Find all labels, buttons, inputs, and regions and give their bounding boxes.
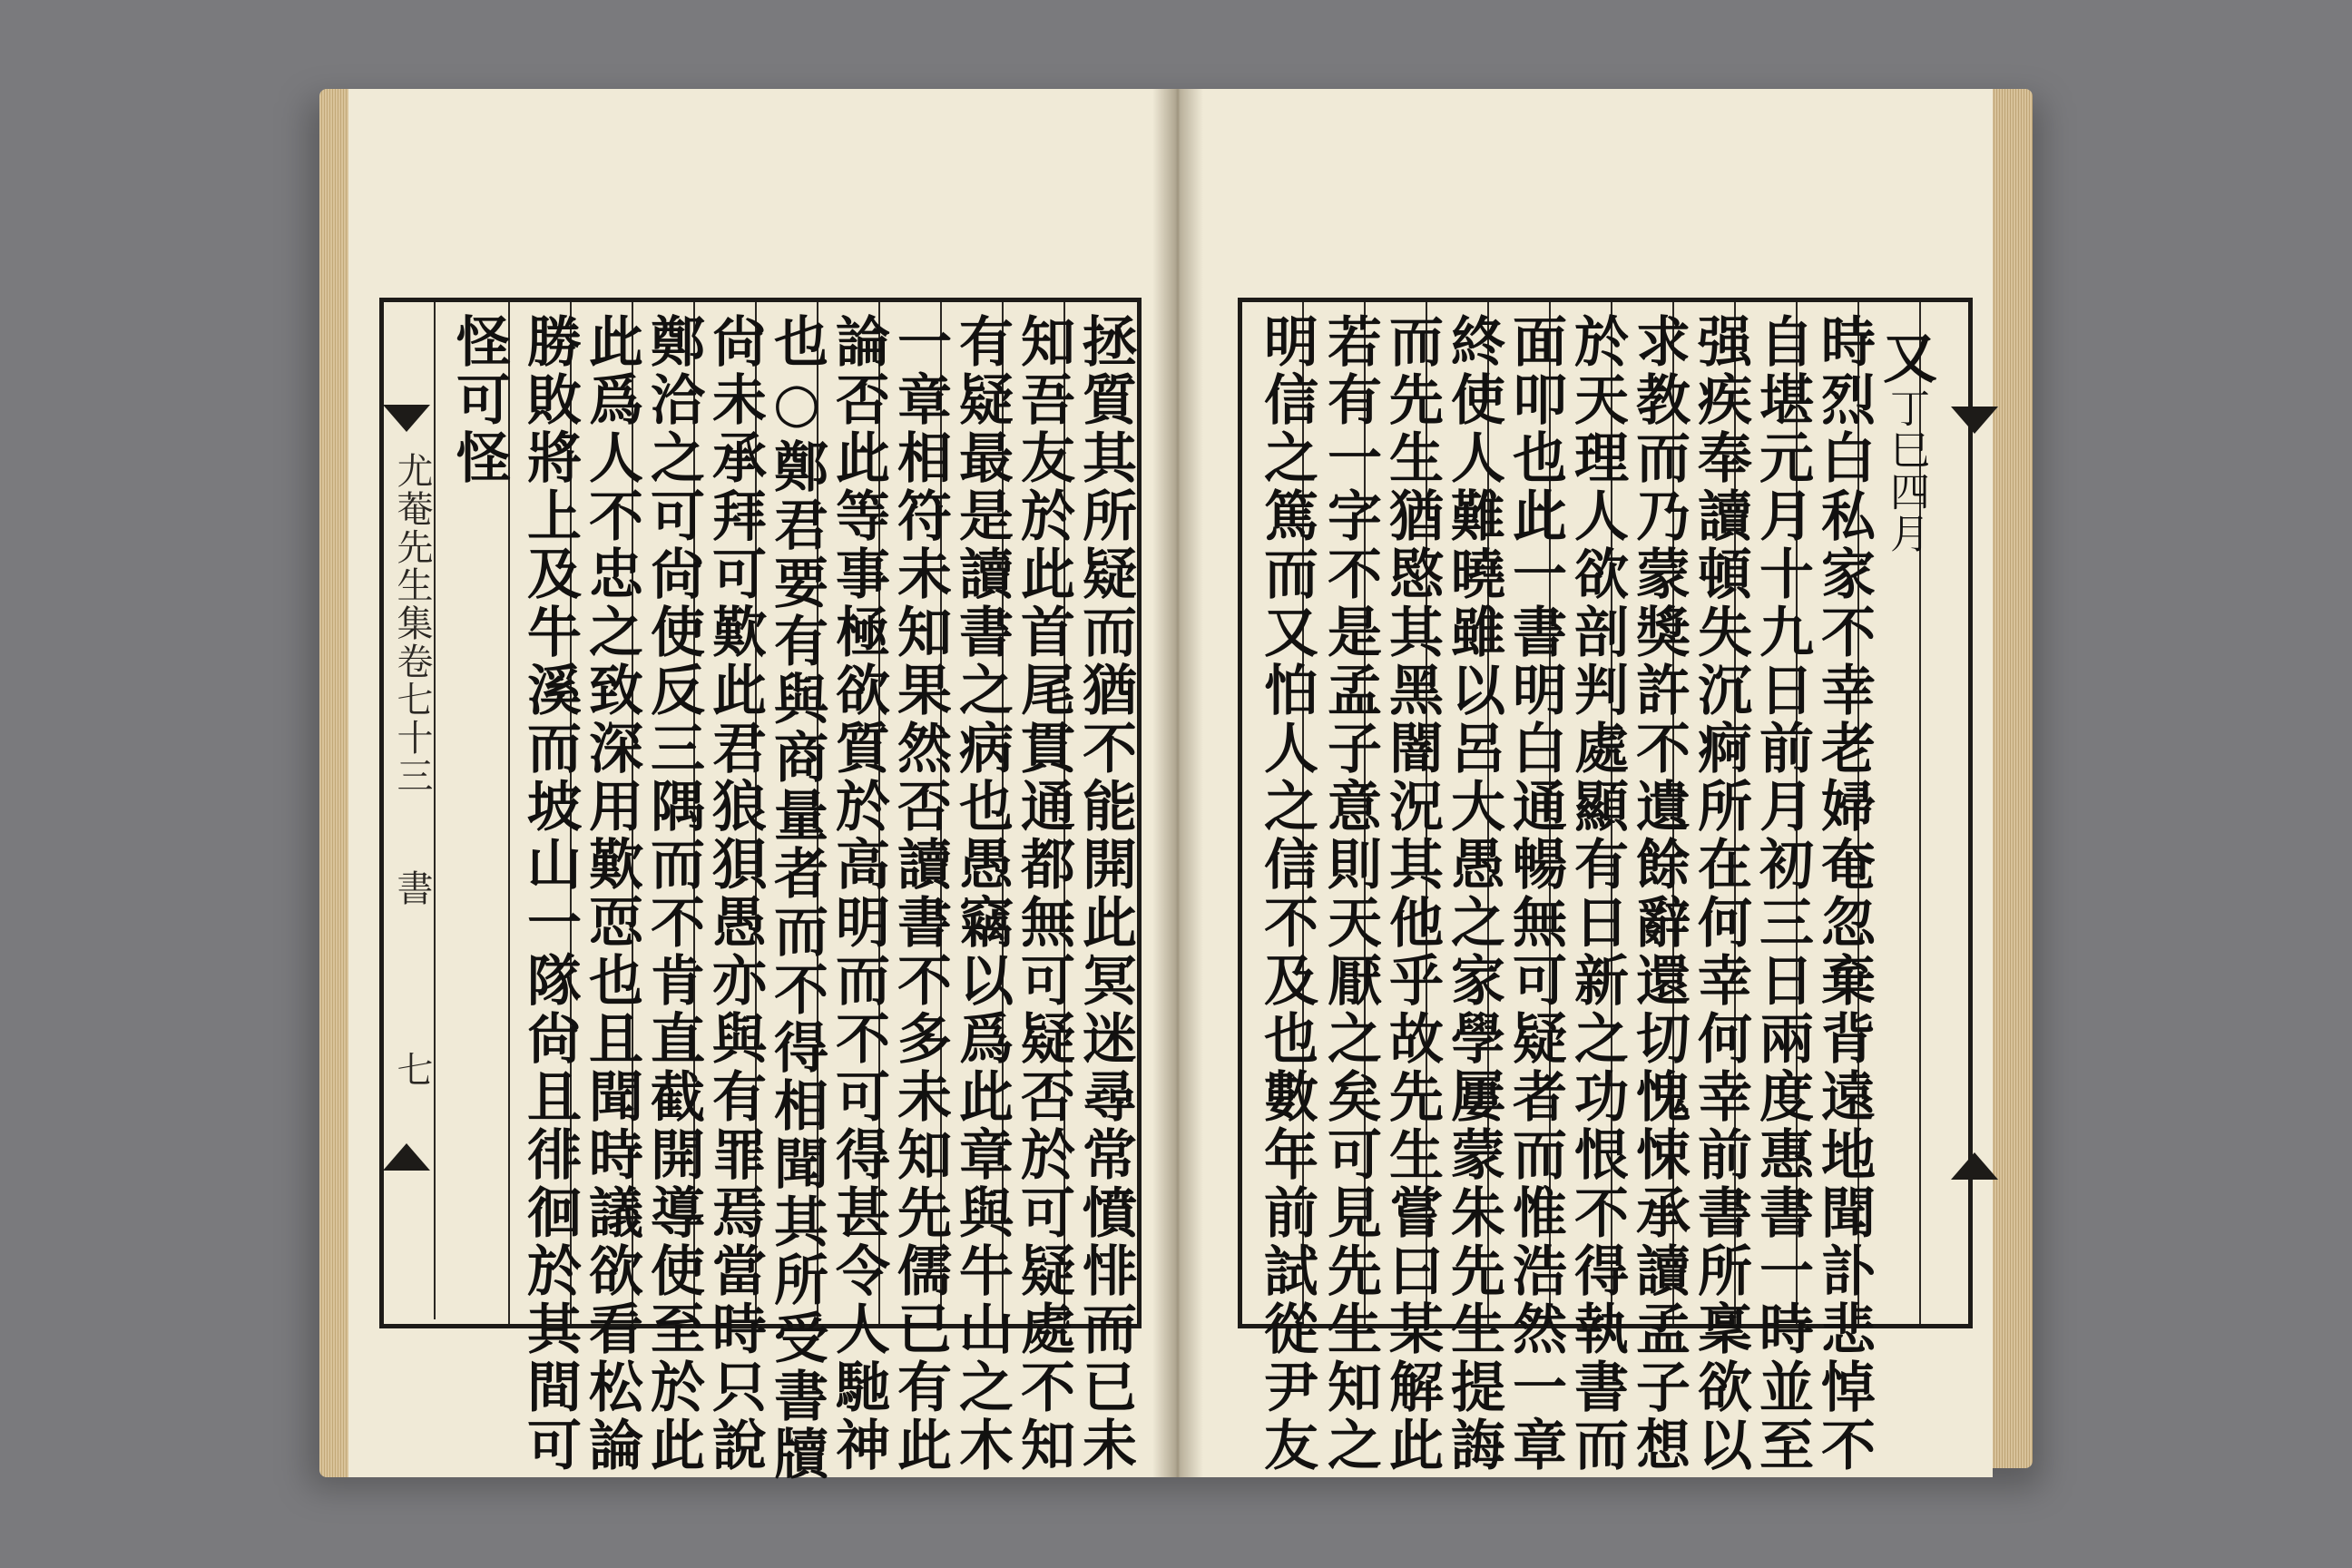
left-text-column: 拯質其所疑而猶不能開此冥迷尋常憤悱而已未: [1073, 313, 1137, 1475]
right-text-column: 自堪元月十九日前月初三日兩度惠書一時並至: [1750, 313, 1814, 1475]
left-text-column: 知吾友於此首尾貫通都無可疑否於可疑處不知: [1012, 313, 1075, 1475]
left-text-column: 尙未承拜可歎此君狼狽愚亦與有罪焉當時只說: [703, 313, 767, 1475]
right-edge-fishtail-icon: [1951, 1152, 1998, 1180]
heading-title: 又: [1874, 329, 1937, 387]
margin-book-title: 尤菴先生集卷七十三: [391, 452, 433, 795]
left-text-column: 鄭洽之可尙使反三隅而不肯直截開導使至於此: [642, 313, 705, 1475]
right-text-column: 求教而乃蒙獎許不遺餘辭還切愧悚承讀孟子想: [1627, 313, 1690, 1475]
left-text-column: 論否此等事極欲質於高明而不可得甚令人馳神: [827, 313, 890, 1475]
right-text-frame: [1238, 298, 1973, 1475]
right-text-column: 面叩也此一書明白通暢無可疑者而惟浩然一章: [1504, 313, 1567, 1475]
book-gutter: [1152, 89, 1203, 1477]
right-text-column: 終使人難曉雖以呂大愚之家學屢蒙朱先生提誨: [1442, 313, 1505, 1475]
right-text-column: 時烈白私家不幸老婦奄忽棄背遠地聞訃悲悼不: [1812, 313, 1876, 1475]
left-text-frame: [379, 298, 1142, 1484]
left-text-column: 怪可怪: [447, 313, 511, 487]
left-text-column: 也○鄭君要有與商量者而不得相聞其所受書牘: [765, 313, 828, 1484]
right-text-column: 明信之篤而又怕人之信不及也數年前試從尹友: [1255, 313, 1318, 1475]
left-text-column: 一章相符未知果然否讀書不多未知先儒已有此: [888, 313, 952, 1475]
left-text-column: 有疑最是讀書之病也愚竊以爲此章與牛山之木: [950, 313, 1014, 1475]
left-page-edges: [319, 89, 350, 1477]
right-text-column: 若有一字不是孟子意則天厭之矣可見先生知之: [1318, 313, 1382, 1475]
left-text-column: 勝敗將上及牛溪而坡山一隊尙且徘徊於其間可: [518, 313, 582, 1475]
margin-page-number: 七: [391, 1051, 433, 1089]
right-edge-fishtail-icon: [1951, 407, 1998, 434]
right-text-column: 强疾奉讀頓失沉痾所在何幸何幸前書所稟欲以: [1689, 313, 1752, 1475]
right-text-column: 於天理人欲剖判處顯有日新之功恨不得執書而: [1565, 313, 1629, 1475]
heading-date-note: 丁巳四月: [1883, 387, 1929, 554]
right-text-column: 而先生猶愍其黑闇況其他乎故先生嘗曰某解此: [1380, 313, 1444, 1475]
left-text-column: 此爲人不忠之致深用歎恧也且聞時議欲看松論: [580, 313, 643, 1475]
right-page-edges: [1992, 89, 2033, 1468]
right-heading: [1872, 329, 1939, 554]
margin-section: 書: [391, 869, 433, 907]
